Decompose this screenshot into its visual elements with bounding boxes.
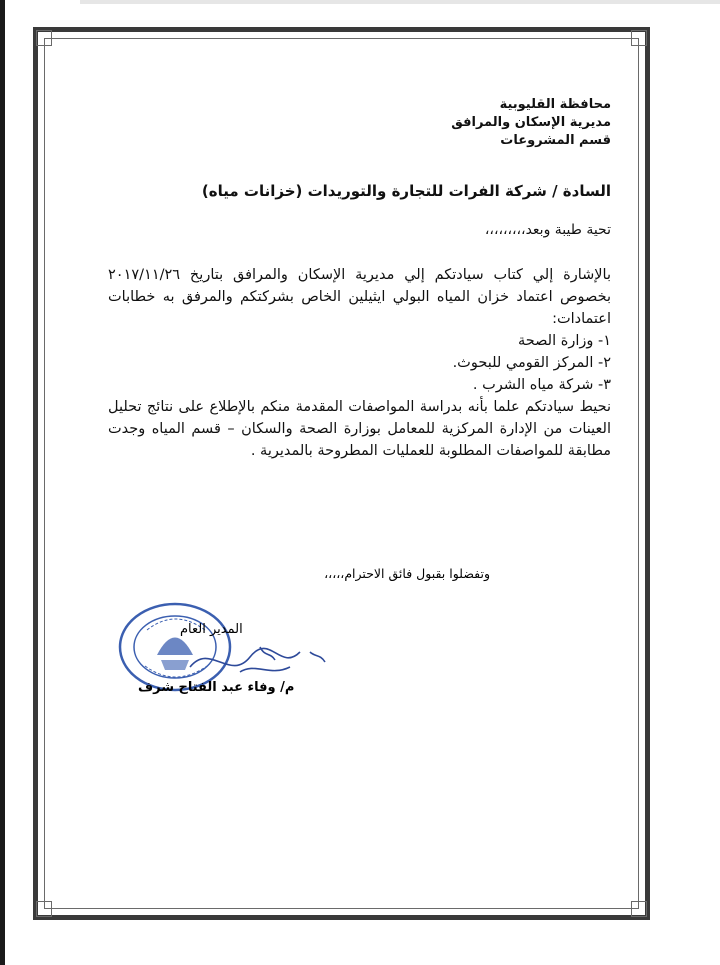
border-corner — [631, 30, 647, 46]
addressee-line: السادة / شركة الفرات للتجارة والتوريدات (خزانات مياه) — [201, 182, 611, 200]
letter-body — [108, 96, 611, 462]
closing-line: وتفضلوا بقبول فائق الاحترام،،،،، — [324, 566, 490, 581]
header-directorate: مديرية الإسكان والمرافق — [451, 115, 611, 130]
border-corner — [36, 901, 52, 917]
body-paragraph-1: بالإشارة إلي كتاب سيادتكم إلي مديرية الإسكان والمرافق بتاريخ ٢٠١٧/١١/٢٦ بخصوص اعتماد خزان المياه البولي ايثيلين الخاص بشركتكم والمرفق به خطابات اعتمادات: — [108, 267, 611, 327]
header-governorate: محافظة القليوبية — [499, 97, 611, 112]
header-department: قسم المشروعات — [500, 133, 611, 148]
greeting-line: تحية طيبة وبعد،،،،،،،،، — [484, 222, 611, 238]
scan-top-shadow — [80, 0, 720, 4]
border-corner — [631, 901, 647, 917]
signatory-title: المدير العام — [180, 622, 243, 637]
approval-list-item: ٣- شركة مياه الشرب . — [472, 377, 611, 393]
border-corner — [36, 30, 52, 46]
approval-list-item: ١- وزارة الصحة — [517, 333, 611, 349]
signatory-name: م/ وفاء عبد الفتاح شرف — [138, 680, 295, 695]
scan-edge-shadow — [0, 0, 5, 965]
body-paragraph-2: نحيط سيادتكم علما بأنه بدراسة المواصفات المقدمة منكم بالإطلاع على نتائج تحليل العينات من الإدارة المركزية للمعامل بوزارة الصحة والسكان – قسم المياه وجدت مطابقة للمواصفات المطلوبة للعمليات المطروحة بالمديرية . — [108, 399, 611, 459]
approval-list-item: ٢- المركز القومي للبحوث. — [452, 355, 611, 371]
